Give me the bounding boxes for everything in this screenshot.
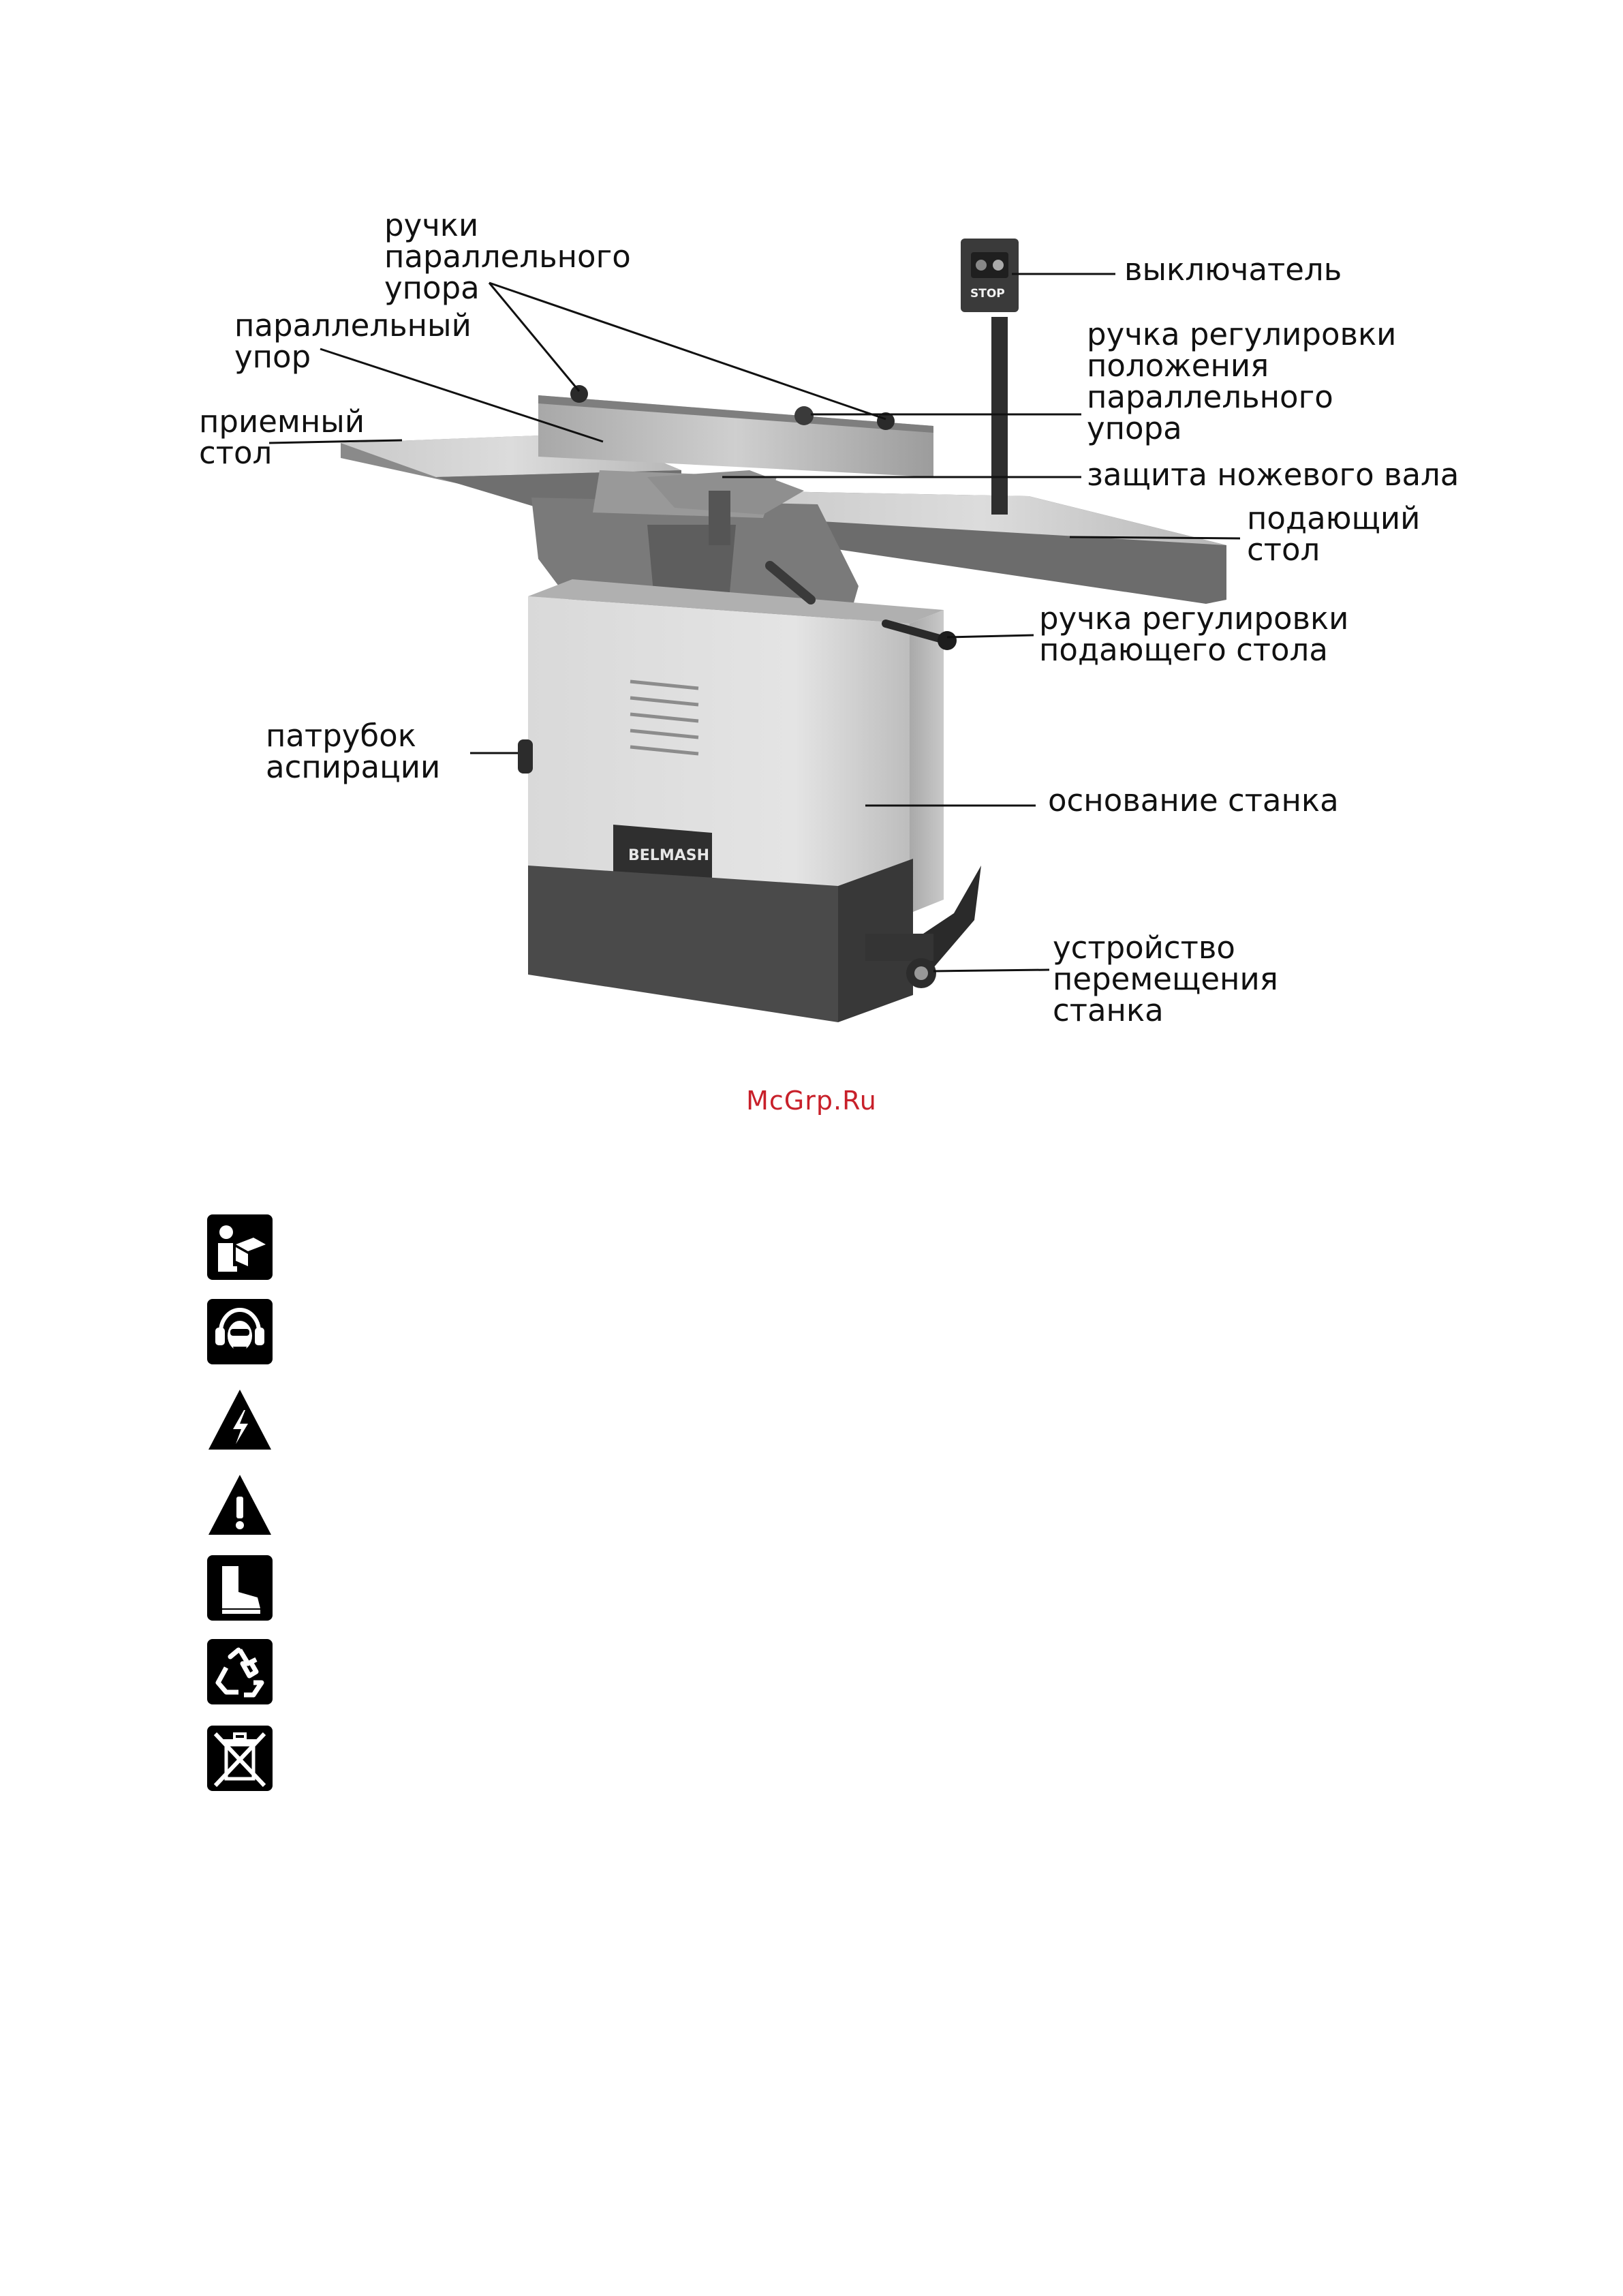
label-infeed-table: подающий стол	[1247, 500, 1421, 568]
weee-crossed-bin-icon	[204, 1724, 275, 1792]
machine-base	[528, 596, 910, 913]
label-outfeed-table: приемный стол	[199, 403, 365, 471]
fence-handle-left	[570, 385, 588, 403]
label-switch: выключатель	[1124, 251, 1342, 288]
fence-position-handle	[794, 406, 814, 425]
safety-boots-icon	[204, 1554, 275, 1622]
svg-text:STOP: STOP	[970, 287, 1005, 301]
label-cutterhead-guard: защита ножевого вала	[1087, 457, 1459, 493]
label-dust-port: патрубок аспирации	[266, 718, 441, 785]
read-manual-icon	[204, 1213, 275, 1281]
ear-eye-protection-icon	[204, 1298, 275, 1366]
label-infeed-adjust-handle: ручка регулировки подающего стола	[1039, 600, 1349, 668]
label-fence-handles: ручки параллельного упора	[384, 207, 631, 306]
watermark: McGrp.Ru	[746, 1086, 877, 1116]
brand-name: BELMASH	[628, 847, 709, 864]
power-switch	[961, 239, 1019, 515]
recycle-icon	[204, 1638, 275, 1706]
general-warning-icon	[204, 1471, 275, 1539]
label-machine-base: основание станка	[1048, 782, 1339, 818]
label-mobile-base: устройство перемещения станка	[1053, 930, 1278, 1028]
label-fence: параллельный упор	[234, 307, 472, 375]
electric-hazard-icon	[204, 1386, 275, 1454]
dust-port	[518, 739, 533, 774]
label-fence-position-handle: ручка регулировки положения параллельного упора	[1087, 316, 1397, 446]
